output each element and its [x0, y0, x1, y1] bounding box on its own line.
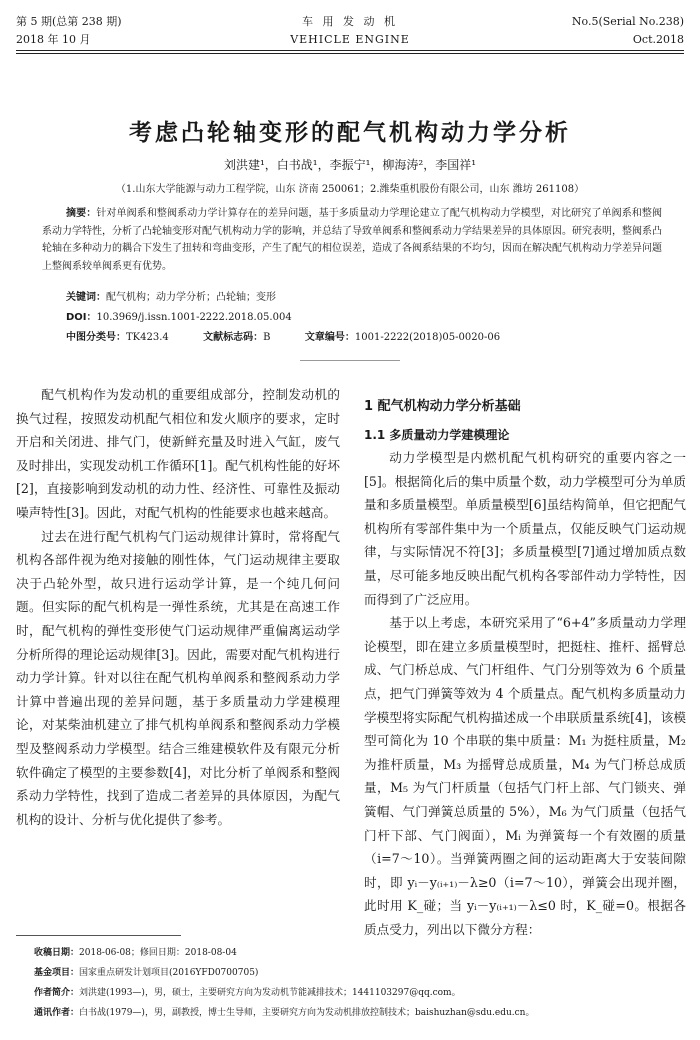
abstract-label: 摘要：: [66, 208, 97, 219]
journal-name-cn: 车 用 发 动 机: [302, 15, 398, 28]
author-bio-label: 作者简介：: [34, 988, 80, 998]
abstract-separator: [300, 360, 400, 361]
issue-number-en: No.5(Serial No.238): [571, 15, 684, 28]
doc-code-label: 文献标志码：: [203, 332, 264, 343]
paper-title: 考虑凸轮轴变形的配气机构动力学分析: [129, 119, 571, 146]
journal-name-en: VEHICLE ENGINE: [290, 33, 410, 46]
intro-paragraph-1: 配气机构作为发动机的重要组成部分，控制发动机的换气过程，按照发动机配气相位和发火顺序的要求，定时开启和关闭进、排气门，使新鲜充量及时进入气缸，废气及时排出，实现发动机工作循环[1]。配气机构性能的好坏[2]，直接影响到发动机的动力性、经济性、可靠性及振动噪声特性[3]。因此，对配气机构的性能要求也越来越高。: [16, 387, 340, 520]
keywords: 配气机构；动力学分析；凸轮轴；变形: [106, 292, 276, 303]
doi: 10.3969/j.issn.1001-2222.2018.05.004: [96, 312, 292, 323]
clc-code: TK423.4: [126, 332, 169, 343]
header-rule: [16, 50, 684, 51]
fund-label: 基金项目：: [34, 968, 80, 978]
subsection-heading: 1.1 多质量动力学建模理论: [364, 428, 510, 442]
footnote-received: [34, 944, 237, 962]
received-dates: 2018-06-08；修回日期：2018-08-04: [79, 948, 237, 958]
header-rule-second: [16, 53, 684, 54]
author-bio: 刘洪建(1993—)，男，硕士，主要研究方向为发动机节能减排技术；1441103297@qq.com。: [79, 988, 461, 998]
keywords-label: 关键词：: [66, 292, 106, 303]
body-paragraph-1: 动力学模型是内燃机配气机构研究的重要内容之一[5]。根据简化后的集中质量个数，动力学模型可分为单质量和多质量模型。单质量模型[6]虽结构简单，但它把配气机构所有零部件集中为一个质量点，仅能反映气门运动规律，与实际情况不符[3]；多质量模型[7]通过增加质点数量，尽可能多地反映出配气机构各零部件动力学特性，因而得到了广泛应用。: [364, 450, 686, 607]
abstract-text: 针对单阀系和整阀系动力学计算存在的差异问题，基于多质量动力学理论建立了配气机构动力学模型，对比研究了单阀系和整阀系动力学特性，分析了凸轮轴变形对配气机构动力学的影响，并总结了导致单阀系和整阀系动力学结果差异的具体原因。研究表明，整阀系凸轮轴在多种动力的耦合下发生了扭转和弯曲变形，产生了配气的相位误差，造成了各阀系结果的不均匀，因而在解决配气机构动力学差异问题上整阀系较单阀系更有优势。: [42, 208, 663, 272]
doi-line: [66, 308, 292, 323]
date-en: Oct.2018: [632, 33, 684, 46]
section-heading: 1 配气机构动力学分析基础: [364, 399, 521, 414]
intro-paragraph-2: 过去在进行配气机构气门运动规律计算时，常将配气机构各部件视为绝对接触的刚性体，气门运动规律主要取决于凸轮外型，故只进行运动学计算，是一个纯几何问题。但实际的配气机构是一弹性系统，尤其是在高速工作时，配气机构的弹性变形使气门运动规律严重偏离运动学分析所得的理论运动规律[3]。因此，需要对配气机构进行动力学计算。针对以往在配气机构单阀系和整阀系动力学计算中普遍出现的差异问题，基于多质量动力学建模理论，对某柴油机建立了排气机构单阀系和整阀系动力学模型及整阀系动力学模型。结合三维建模软件及有限元分析软件确定了模型的主要参数[4]，对比分析了单阀系和整阀系动力学特性，找到了造成二者差异的具体原因，为配气机构的设计、分析与优化提供了参考。: [16, 528, 340, 827]
article-number: 1001-2222(2018)05-0020-06: [354, 332, 501, 343]
left-column: [16, 383, 340, 831]
footnote-author: [34, 984, 461, 1002]
corresponding-author: 白书战(1979—)，男，副教授，博士生导师，主要研究方向为发动机排放控制技术；baishuzhan@sdu.edu.cn。: [79, 1008, 535, 1018]
right-column: [364, 396, 686, 941]
date-cn: 2018 年 10 月: [16, 33, 91, 46]
author-list: 刘洪建¹，白书战¹，李振宁¹，柳海涛²，李国祥¹: [223, 158, 477, 172]
issue-number-cn: 第 5 期(总第 238 期): [16, 15, 122, 28]
footnote-fund: [34, 964, 258, 982]
classification-line: [66, 328, 500, 343]
fund-text: 国家重点研发计划项目(2016YFD0700705): [79, 968, 259, 978]
affiliations: （1.山东大学能源与动力工程学院，山东 济南 250061；2.潍柴重机股份有限公司，山东 潍坊 261108）: [115, 184, 585, 195]
footnote-rule: [16, 935, 181, 936]
body-paragraph-2: 基于以上考虑，本研究采用了“6+4”多质量动力学理论模型，即在建立多质量模型时，把挺柱、推杆、摇臂总成、气门桥总成、气门杆组件、气门分别等效为 6 个质量点，把气门弹簧等效为 4 个质量点。配气机构多质量动力学模型将实际配气机构描述成一个串联质量系统[4]，该模型可简化为 10 个串联的集中质量：M₁ 为挺柱质量，M₂ 为推杆质量，M₃ 为摇臂总成质量，M₄ 为气门桥总成质量，M₅ 为气门杆质量（包括气门杆上部、气门锁夹、弹簧帽、气门弹簧总质量的 5%），M₆ 为气门质量（包括气门杆下部、气门阀面），Mᵢ 为弹簧每一个有效圈的质量（i=7～10）。当弹簧两圈之间的运动距离大于安装间隙时，即 yᵢ－y₍ᵢ₊₁₎－λ≥0（i=7～10），弹簧会出现并圈，此时用 K_碰；当 yᵢ－y₍ᵢ₊₁₎－λ≤0 时，K_碰=0。根据各质点受力，列出以下微分方程：: [364, 615, 686, 937]
received-label: 收稿日期：: [34, 948, 80, 958]
footnote-corresponding: [34, 1004, 534, 1022]
clc-label: 中图分类号：: [66, 332, 126, 343]
abstract: [42, 205, 662, 275]
article-number-label: 文章编号：: [304, 332, 355, 343]
doc-code: B: [263, 332, 271, 343]
corresponding-label: 通讯作者：: [34, 1008, 80, 1018]
keywords-line: [66, 288, 276, 303]
doi-label: DOI：: [66, 312, 97, 323]
